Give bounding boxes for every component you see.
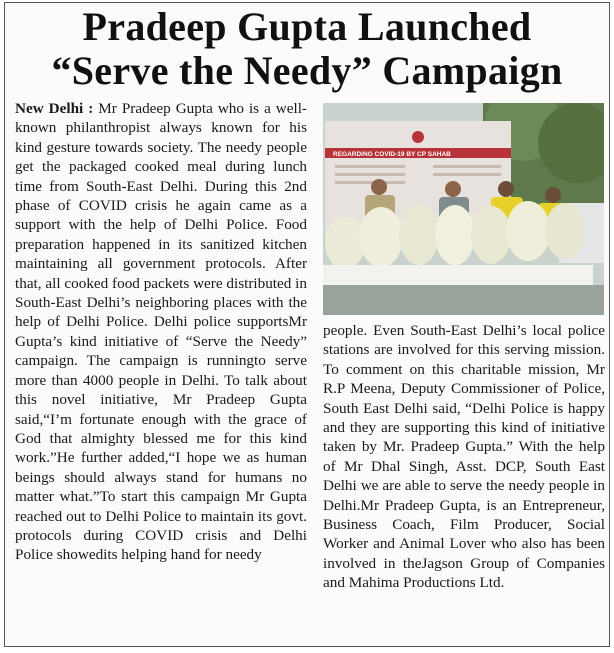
headline-line-1: Pradeep Gupta Launched <box>82 4 532 49</box>
article-text-left: Mr Pradeep Gupta who is a well-known philanthropist always known for his kind gesture towards society. The needy people get the packaged cooked meal during lunch time from South-East Delhi. During this 2nd phase of COVID crisis he again came as a support with the help of Delhi Police. Food preparation happened in its sanitized kitchen maintaining all government protocols. After that, all cooked food packets were distributed in South-East Delhi’s neighboring places with the help of Delhi Police. Delhi police supportsMr Gupta’s kind initiative of “Serve the Needy” campaign. The campaign is runningto serve more than 4000 people in Delhi. To talk about this novel initiative, Mr Pradeep Gupta said,“I’m fortunate enough with the grace of God that almighty blessed me for this kind work.”He further added,“I hope we as human beings should always stand for humans no matter what.”To start this campaign Mr Gupta reached out to Delhi Police to maintain its govt. protocols during COVID crisis and Delhi Police showedits helping hand for needy <box>15 100 307 564</box>
article-text-right: people. Even South-East Delhi’s local police stations are involved for this serving mission. To comment on this charitable mission, Mr R.P Meena, Deputy Commissioner of Police, South East Delhi said, “Delhi Police is happy and they are supporting this kind of initiative taken by Mr. Pradeep Gupta.” With the help of Mr Dhal Singh, Asst. DCP, South East Delhi we are able to serve the needy people in Delhi.Mr Pradeep Gupta, is an Entrepreneur, Business Coach, Film Producer, Social Worker and Animal Lover who also has been involved in theJagson Group of Companies and Mahima Productions Ltd. <box>323 322 605 592</box>
photo-illustration <box>323 103 604 315</box>
article-column-left <box>15 99 307 565</box>
banner-text: REGARDING COVID-19 BY CP SAHAB <box>333 151 451 158</box>
article-body <box>15 99 605 643</box>
article-column-right <box>323 321 605 593</box>
headline-line-2: “Serve the Needy” Campaign <box>51 48 563 93</box>
table <box>323 265 593 285</box>
dateline: New Delhi : <box>15 100 94 117</box>
headline <box>5 3 609 93</box>
article-paragraph-left <box>15 99 307 565</box>
newspaper-clipping <box>4 2 610 647</box>
news-photo <box>323 103 604 315</box>
